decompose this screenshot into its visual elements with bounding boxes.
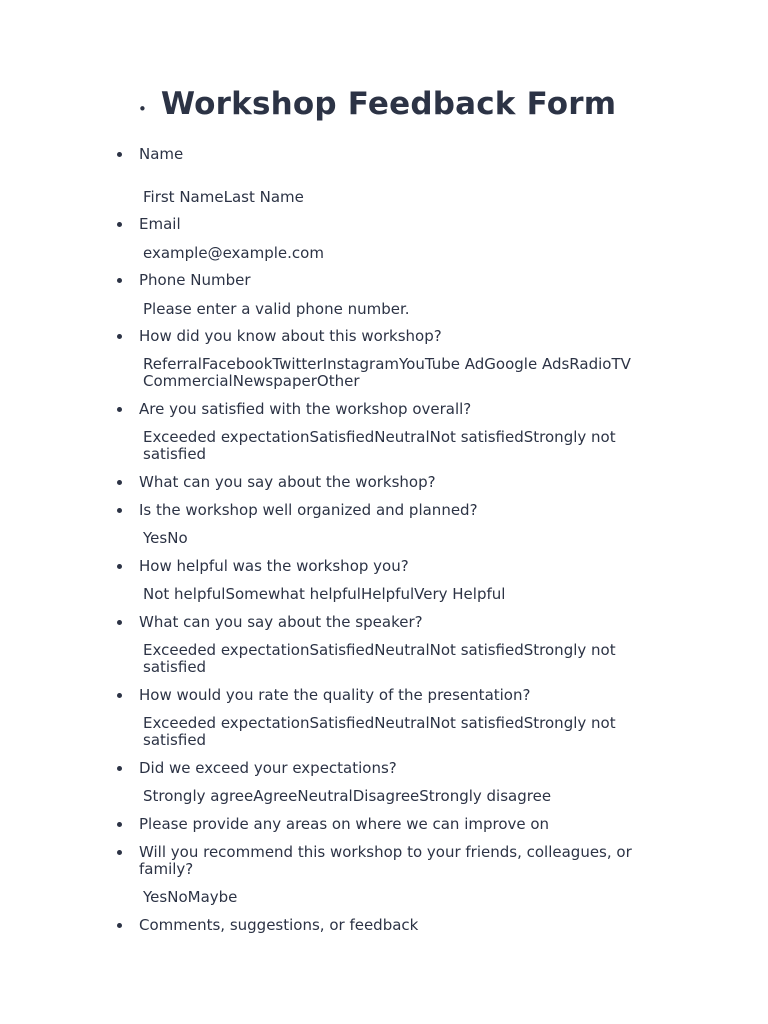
bullet-icon — [117, 278, 122, 283]
answer-option[interactable]: Yes — [143, 529, 168, 547]
answer-option[interactable]: example@example.com — [143, 244, 324, 262]
answer-option[interactable]: Not satisfied — [429, 714, 524, 732]
answer-option[interactable]: Satisfied — [309, 714, 375, 732]
answer-option[interactable]: Agree — [253, 787, 298, 805]
answer-options — [143, 356, 663, 390]
question-label: Name — [139, 145, 184, 163]
answer-option[interactable]: TV Commercial — [143, 355, 631, 390]
answer-options — [143, 189, 663, 206]
answer-option[interactable]: Other — [316, 372, 360, 390]
answer-option[interactable]: Strongly not satisfied — [143, 641, 616, 676]
question-label: How helpful was the workshop you? — [139, 557, 409, 575]
answer-option[interactable]: Neutral — [374, 641, 430, 659]
answer-option[interactable]: Satisfied — [309, 428, 375, 446]
answer-option[interactable]: YouTube Ad — [399, 355, 485, 373]
answer-option[interactable]: Strongly not satisfied — [143, 714, 616, 749]
question-label: What can you say about the workshop? — [139, 473, 436, 491]
title-bullet-icon: • — [138, 99, 147, 118]
question-label: Is the workshop well organized and planned? — [139, 501, 478, 519]
bullet-icon — [117, 222, 122, 227]
question-label: How would you rate the quality of the presentation? — [139, 686, 531, 704]
question-label: Please provide any areas on where we can improve on — [139, 815, 550, 833]
answer-option[interactable]: Google Ads — [484, 355, 570, 373]
bullet-icon — [117, 850, 122, 855]
answer-option[interactable]: Exceeded expectation — [143, 428, 310, 446]
answer-option[interactable]: No — [167, 888, 188, 906]
answer-option[interactable]: Not satisfied — [429, 641, 524, 659]
question-label: Will you recommend this workshop to your friends, colleagues, or family? — [139, 843, 632, 878]
question-label: How did you know about this workshop? — [139, 327, 442, 345]
answer-option[interactable]: Referral — [143, 355, 202, 373]
bullet-icon — [117, 564, 122, 569]
answer-options — [143, 715, 663, 749]
answer-options — [143, 788, 663, 805]
title-row — [138, 86, 616, 122]
bullet-icon — [117, 407, 122, 412]
question-label: Email — [139, 215, 181, 233]
answer-option[interactable]: Newspaper — [232, 372, 317, 390]
question-label: Comments, suggestions, or feedback — [139, 916, 419, 934]
answer-option[interactable]: Exceeded expectation — [143, 714, 310, 732]
answer-options — [143, 586, 663, 603]
answer-option[interactable]: Strongly not satisfied — [143, 428, 616, 463]
question-label: Phone Number — [139, 271, 251, 289]
bullet-icon — [117, 766, 122, 771]
answer-option[interactable]: Not helpful — [143, 585, 226, 603]
answer-option[interactable]: No — [167, 529, 188, 547]
answer-option[interactable]: Radio — [569, 355, 612, 373]
question-label: Are you satisfied with the workshop overall? — [139, 400, 472, 418]
answer-option[interactable]: Disagree — [352, 787, 420, 805]
answer-option[interactable]: Satisfied — [309, 641, 375, 659]
page-title: Workshop Feedback Form — [160, 86, 617, 122]
answer-option[interactable]: Not satisfied — [429, 428, 524, 446]
answer-option[interactable]: Last Name — [223, 188, 304, 206]
bullet-icon — [117, 822, 122, 827]
answer-option[interactable]: Facebook — [201, 355, 273, 373]
answer-options — [143, 642, 663, 676]
bullet-icon — [117, 334, 122, 339]
answer-options — [143, 530, 663, 547]
bullet-icon — [117, 923, 122, 928]
answer-options — [143, 245, 663, 262]
answer-options — [143, 301, 663, 318]
bullet-icon — [117, 480, 122, 485]
answer-option[interactable]: Exceeded expectation — [143, 641, 310, 659]
answer-option[interactable]: Very Helpful — [414, 585, 506, 603]
answer-option[interactable]: Strongly disagree — [419, 787, 552, 805]
answer-option[interactable]: Neutral — [374, 428, 430, 446]
answer-option[interactable]: Helpful — [360, 585, 415, 603]
answer-option[interactable]: Maybe — [187, 888, 238, 906]
answer-option[interactable]: Twitter — [272, 355, 323, 373]
answer-option[interactable]: Neutral — [297, 787, 353, 805]
answer-option[interactable]: Somewhat helpful — [225, 585, 361, 603]
question-label: Did we exceed your expectations? — [139, 759, 397, 777]
answer-option[interactable]: Yes — [143, 888, 168, 906]
answer-option[interactable]: Please enter a valid phone number. — [143, 300, 410, 318]
answer-option[interactable]: First Name — [143, 188, 224, 206]
answer-options — [143, 889, 663, 906]
question-label: What can you say about the speaker? — [139, 613, 423, 631]
bullet-icon — [117, 152, 122, 157]
bullet-icon — [117, 508, 122, 513]
bullet-icon — [117, 693, 122, 698]
answer-option[interactable]: Neutral — [374, 714, 430, 732]
answer-options — [143, 429, 663, 463]
answer-option[interactable]: Strongly agree — [143, 787, 254, 805]
answer-option[interactable]: Instagram — [322, 355, 399, 373]
bullet-icon — [117, 620, 122, 625]
